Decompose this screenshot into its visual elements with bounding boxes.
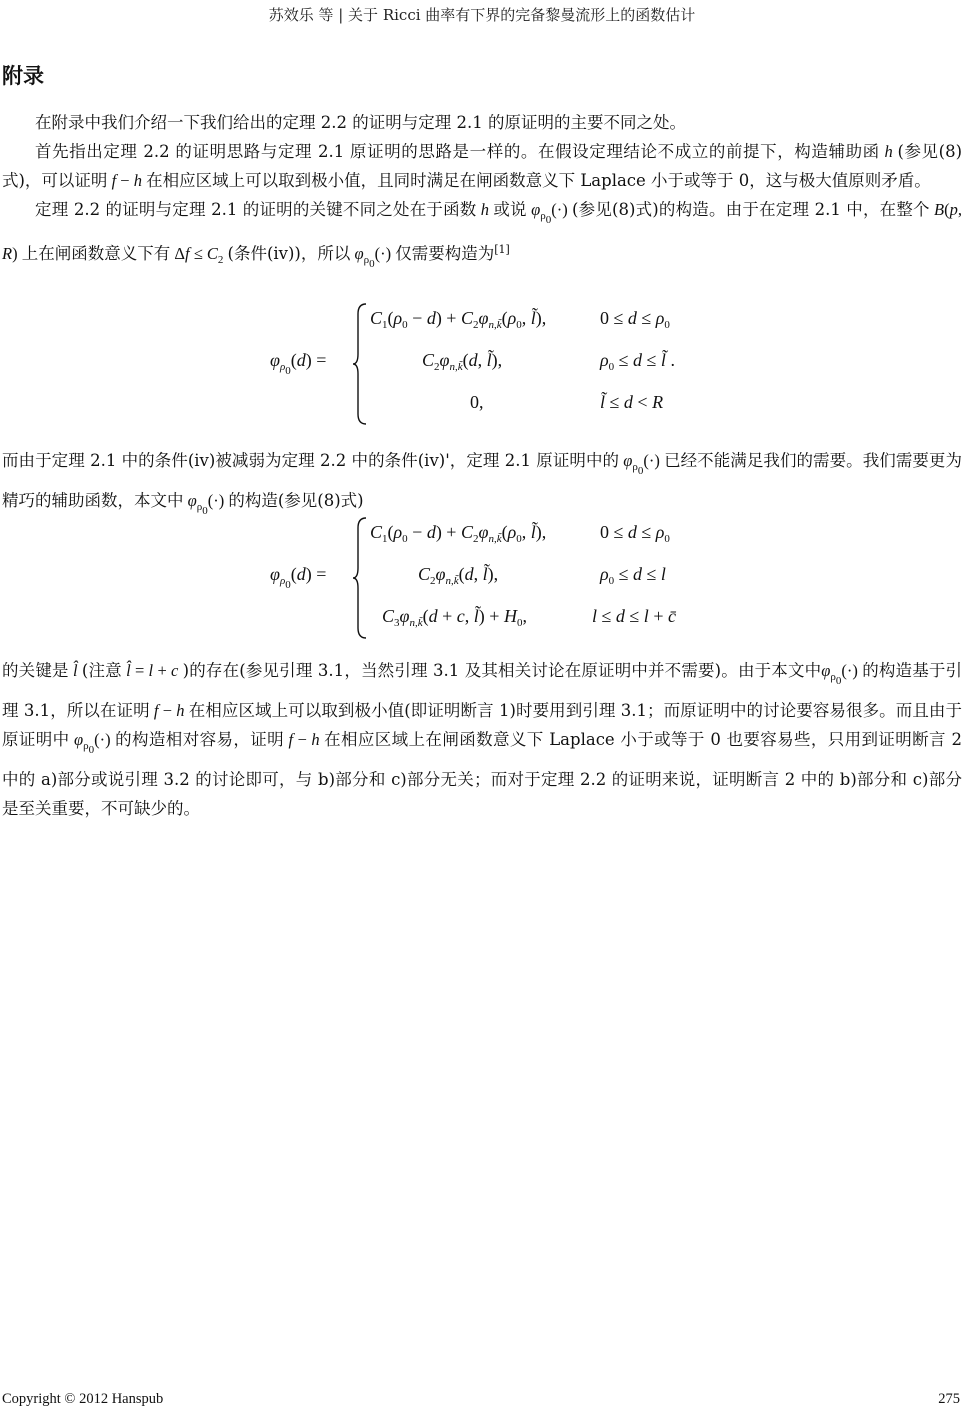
equation-1: $\varphi_{\rho_0}(d)$ = $C_1(\rho_0 - d) + C_2\varphi_{n,k̃}(\rho_0$, l̃), $0 \le d \le \rho_0$ $C_2\varphi_{n,k̃}(d$, l̃), $\rho_0 \le d$ ≤ l̃ . 0, l̃ ≤ d < R — [270, 300, 730, 430]
equation-2: $\varphi_{\rho_0}(d)$ = $C_1(\rho_0 - d) + C_2\varphi_{n,k̃}(\rho_0$, l̃), $0 \le d \le \rho_0$ $C_2\varphi_{n,k̃}(d$, l̃), $\rho_0 \le d \le l$ $C_3\varphi_{n,k̃}(d + c$, l̃) + $H_0$, l ≤ d ≤ l + c̄ — [270, 514, 730, 644]
left-brace — [352, 302, 368, 426]
running-header: 苏效乐 等 | 关于 Ricci 曲率有下界的完备黎曼流形上的函数估计 — [268, 6, 696, 24]
left-brace — [352, 516, 368, 640]
paragraph-4: 而由于定理 2.1 中的条件(iv)被减弱为定理 2.2 中的条件(iv)'，定理 2.1 原证明中的 $\varphi_{\rho_0}(\cdot)$ 已经不能满足我们的需要。我们需要更为精巧的辅助函数，本文中 $\varphi_{\rho_0}(\cdot)$ 的构造(参见(8)式) — [2, 451, 962, 517]
section-title: 附录 — [2, 64, 44, 88]
paragraph-block-3 — [2, 656, 962, 823]
paragraph-3: 定理 2.2 的证明与定理 2.1 的证明的关键不同之处在于函数 h 或说 $\varphi_{\rho_0}(\cdot)$ (参见(8)式)的构造。由于在定理 2.1 中，在整个 B(p, R) 上在闸函数意义下有 $\Delta f \le C_2$ (条件(iv))，所以 $\varphi_{\rho_0}(\cdot)$ 仅需要构造为[1] — [2, 200, 963, 270]
paragraph-5: 的关键是 l̂ (注意 l̂ = l + c )的存在(参见引理 3.1，当然引理 3.1 及其相关讨论在原证明中并不需要)。由于本文中$\varphi_{\rho_0}(\cdot)$ 的构造基于引理 3.1，所以在证明 f − h 在相应区域上可以取到极小值(即证明断言 1)时要用到引理 3.1；而原证明中的讨论要容易很多。而且由于原证明中 $\varphi_{\rho_0}(\cdot)$ 的构造相对容易，证明 f − h 在相应区域上在闸函数意义下 Laplace 小于或等于 0 也要容易些，只用到证明断言 2 中的 a)部分或说引理 3.2 的讨论即可，与 b)部分和 c)部分无关；而对于定理 2.2 的证明来说，证明断言 2 中的 b)部分和 c)部分是至关重要，不可缺少的。 — [2, 661, 963, 818]
paragraph-block-1 — [2, 108, 962, 279]
paragraph-1: 在附录中我们介绍一下我们给出的定理 2.2 的证明与定理 2.1 的原证明的主要不同之处。 — [35, 113, 686, 132]
page-number: 275 — [938, 1391, 960, 1407]
paragraph-2: 首先指出定理 2.2 的证明思路与定理 2.1 原证明的思路是一样的。在假设定理结论不成立的前提下，构造辅助函 h (参见(8)式)，可以证明 f − h 在相应区域上可以取到极小值，且同时满足在闸函数意义下 Laplace 小于或等于 0，这与极大值原则矛盾。 — [2, 142, 963, 190]
citation-1[interactable]: [1] — [494, 243, 510, 256]
footer-copyright: Copyright © 2012 Hanspub — [2, 1391, 164, 1407]
